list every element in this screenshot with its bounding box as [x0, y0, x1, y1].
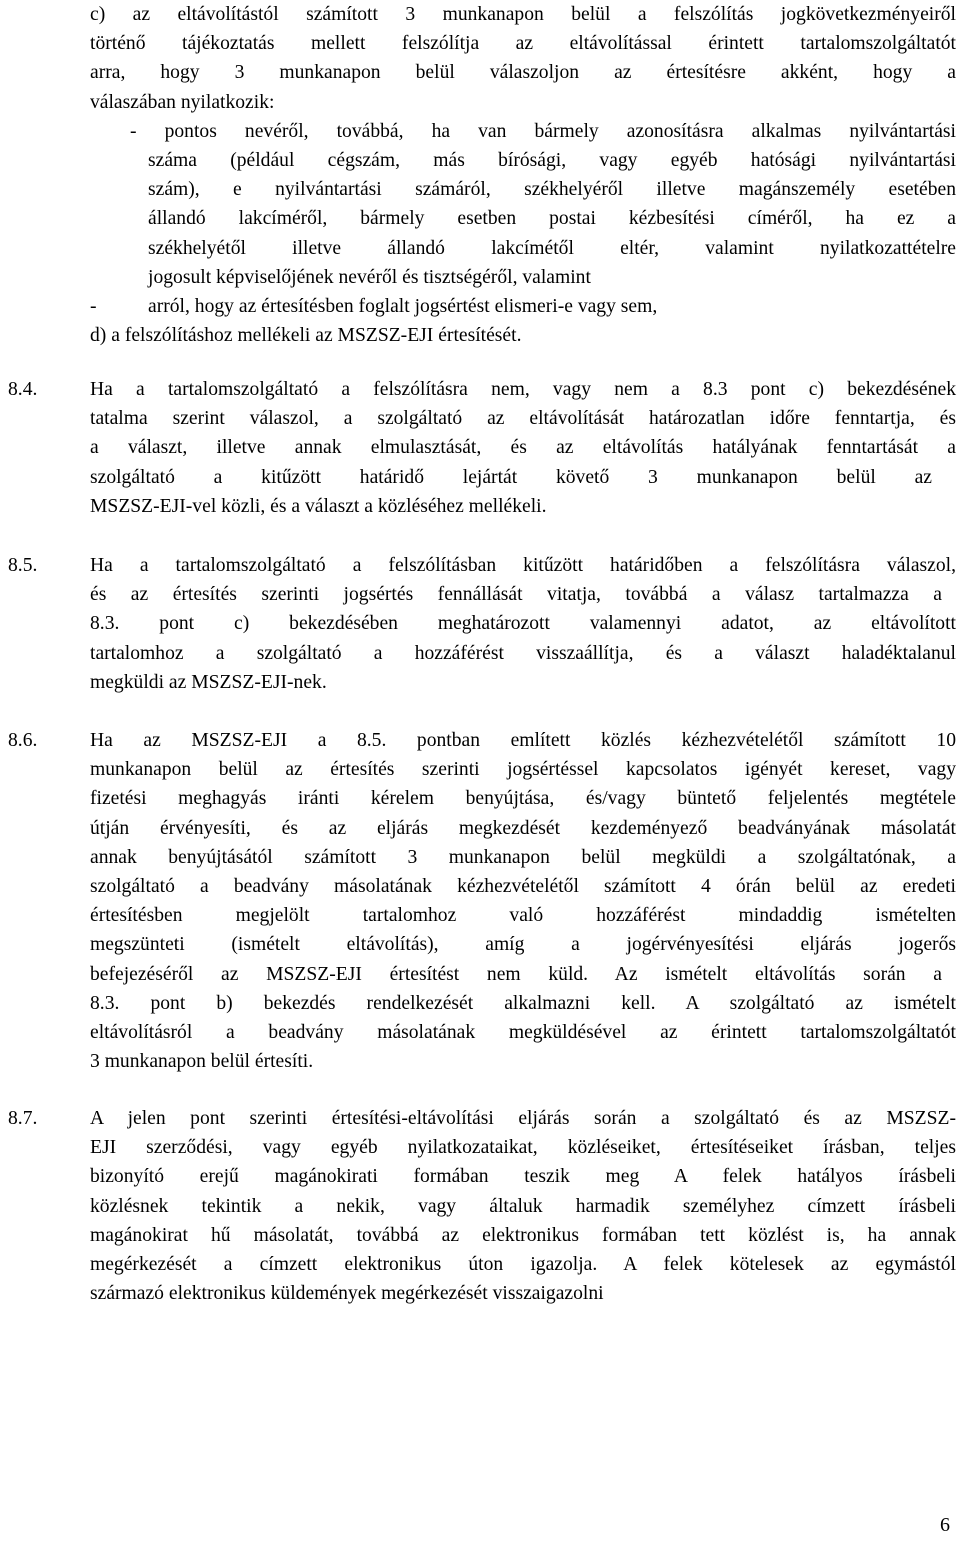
text-line: 8.3. pont c) bekezdésében meghatározott valamennyi adatot, az eltávolított — [90, 613, 956, 635]
text-line: szolgáltató a kitűzött határidő lejártát követő 3 munkanapon belül az — [90, 466, 932, 488]
text-line: szám), e nyilvántartási számáról, székhelyéről illetve magánszemély esetében — [148, 179, 956, 201]
dash-marker: - — [90, 296, 97, 317]
text-line: származó elektronikus küldemények megérkezését visszaigazolni — [90, 1283, 604, 1305]
section-8-6-paragraph — [90, 726, 956, 1076]
section-number: 8.6. — [8, 730, 38, 751]
text-line: megküldi az MSZSZ-EJI-nek. — [90, 671, 327, 693]
text-line: - pontos nevéről, továbbá, ha van bármely azonosításra alkalmas nyilvántartási — [130, 121, 956, 142]
text-line: a választ, illetve annak elmulasztását, és az eltávolítás hatályának fenntartását a — [90, 437, 956, 459]
text-line: A jelen pont szerinti értesítési-eltávolítási eljárás során a szolgáltató és az MSZSZ- — [90, 1108, 956, 1129]
text-line: megérkezését a címzett elektronikus úton igazolja. A felek kötelesek az egymástól — [90, 1253, 956, 1275]
section-8-5-paragraph — [90, 551, 956, 697]
item-d-paragraph: d) a felszólításhoz mellékeli az MSZSZ-EJI értesítését. — [90, 325, 522, 346]
page-number: 6 — [940, 1514, 950, 1536]
dash-item-name-details-continued — [148, 146, 956, 292]
text-line: annak benyújtásától számított 3 munkanapon belül megküldi a szolgáltatónak, a — [90, 846, 956, 868]
text-line: munkanapon belül az értesítés szerinti jogsértéssel kapcsolatos igényét kereset, vagy — [90, 759, 956, 781]
text-line: történő tájékoztatás mellett felszólítja az eltávolítással érintett tartalomszolgáltatót — [90, 33, 956, 55]
section-number: 8.4. — [8, 379, 38, 400]
text-line: 8.3. pont b) bekezdés rendelkezését alkalmazni kell. A szolgáltató az ismételt — [90, 992, 956, 1014]
text-line: 3 munkanapon belül értesíti. — [90, 1051, 314, 1073]
section-8-7-paragraph — [90, 1104, 956, 1308]
text-line: szolgáltató a beadvány másolatának kézhezvételétől számított 4 órán belül az eredeti — [90, 875, 956, 897]
text-line: tatalma szerint válaszol, a szolgáltató az eltávolítását határozatlan időre fenntartja, és — [90, 408, 956, 430]
text-line: közlésnek tekintik a nekik, vagy általuk harmadik személyhez címzett írásbeli — [90, 1195, 956, 1217]
text-line: székhelyétől illetve állandó lakcímétől eltér, valamint nyilatkozattételre — [148, 237, 956, 259]
text-line: tartalomhoz a szolgáltató a hozzáférést visszaállítja, és a választ haladéktalanul — [90, 642, 956, 664]
text-line: fizetési meghagyás iránti kérelem benyújtása, és/vagy büntető feljelentés megtétele — [90, 788, 956, 810]
text-line: megszünteti (ismételt eltávolítás), amíg a jogérvényesítési eljárás jogerős — [90, 934, 956, 956]
text-line: Ha az MSZSZ-EJI a 8.5. pontban említett közlés kézhezvételétől számított 10 — [90, 730, 956, 751]
text-line: állandó lakcíméről, bármely esetben postai kézbesítési címéről, ha ez a — [148, 208, 956, 230]
text-line: és az értesítés szerinti jogsértés fennállását vitatja, továbbá a válasz tartalmazza a — [90, 584, 942, 606]
text-line: Ha a tartalomszolgáltató a felszólításra nem, vagy nem a 8.3 pont c) bekezdésének — [90, 379, 956, 400]
text-line: útján érvényesíti, és az eljárás megkezdését kezdeményező beadványának másolatát — [90, 817, 956, 839]
section-number: 8.7. — [8, 1108, 38, 1129]
text-line: bizonyító erejű magánokirati formában teszik meg A felek hatályos írásbeli — [90, 1166, 956, 1188]
text-line: arra, hogy 3 munkanapon belül válaszoljon az értesítésre akként, hogy a — [90, 62, 956, 84]
text-line: száma (például cégszám, más bírósági, vagy egyéb hatósági nyilvántartási — [148, 150, 956, 171]
text-line: c) az eltávolítástól számított 3 munkanapon belül a felszólítás jogkövetkezményeiről — [90, 4, 956, 25]
text-line: jogosult képviselőjének nevéről és tisztségéről, valamint — [148, 266, 591, 288]
item-c-paragraph — [90, 0, 956, 117]
text-line: magánokirat hű másolatát, továbbá az elektronikus formában tett közlést is, ha annak — [90, 1224, 956, 1246]
section-number: 8.5. — [8, 555, 38, 576]
text-line: MSZSZ-EJI-vel közli, és a választ a közléséhez mellékeli. — [90, 495, 547, 517]
text-line: értesítésben megjelölt tartalomhoz való hozzáférést mindaddig ismételten — [90, 905, 956, 927]
text-line: Ha a tartalomszolgáltató a felszólításban kitűzött határidőben a felszólításra válaszol, — [90, 555, 956, 576]
text-line: EJI szerződési, vagy egyéb nyilatkozataikat, közléseiket, értesítéseiket írásban, teljes — [90, 1137, 956, 1159]
dash-item-name-details — [130, 117, 956, 146]
section-8-4-paragraph — [90, 375, 956, 521]
text-line: befejezéséről az MSZSZ-EJI értesítést nem küld. Az ismételt eltávolítás során a — [90, 963, 942, 985]
dash-item-acknowledgement: arról, hogy az értesítésben foglalt jogsértést elismeri-e vagy sem, — [148, 296, 658, 317]
text-line: eltávolításról a beadvány másolatának megküldésével az érintett tartalomszolgáltatót — [90, 1021, 956, 1043]
text-line: válaszában nyilatkozik: — [90, 91, 275, 113]
